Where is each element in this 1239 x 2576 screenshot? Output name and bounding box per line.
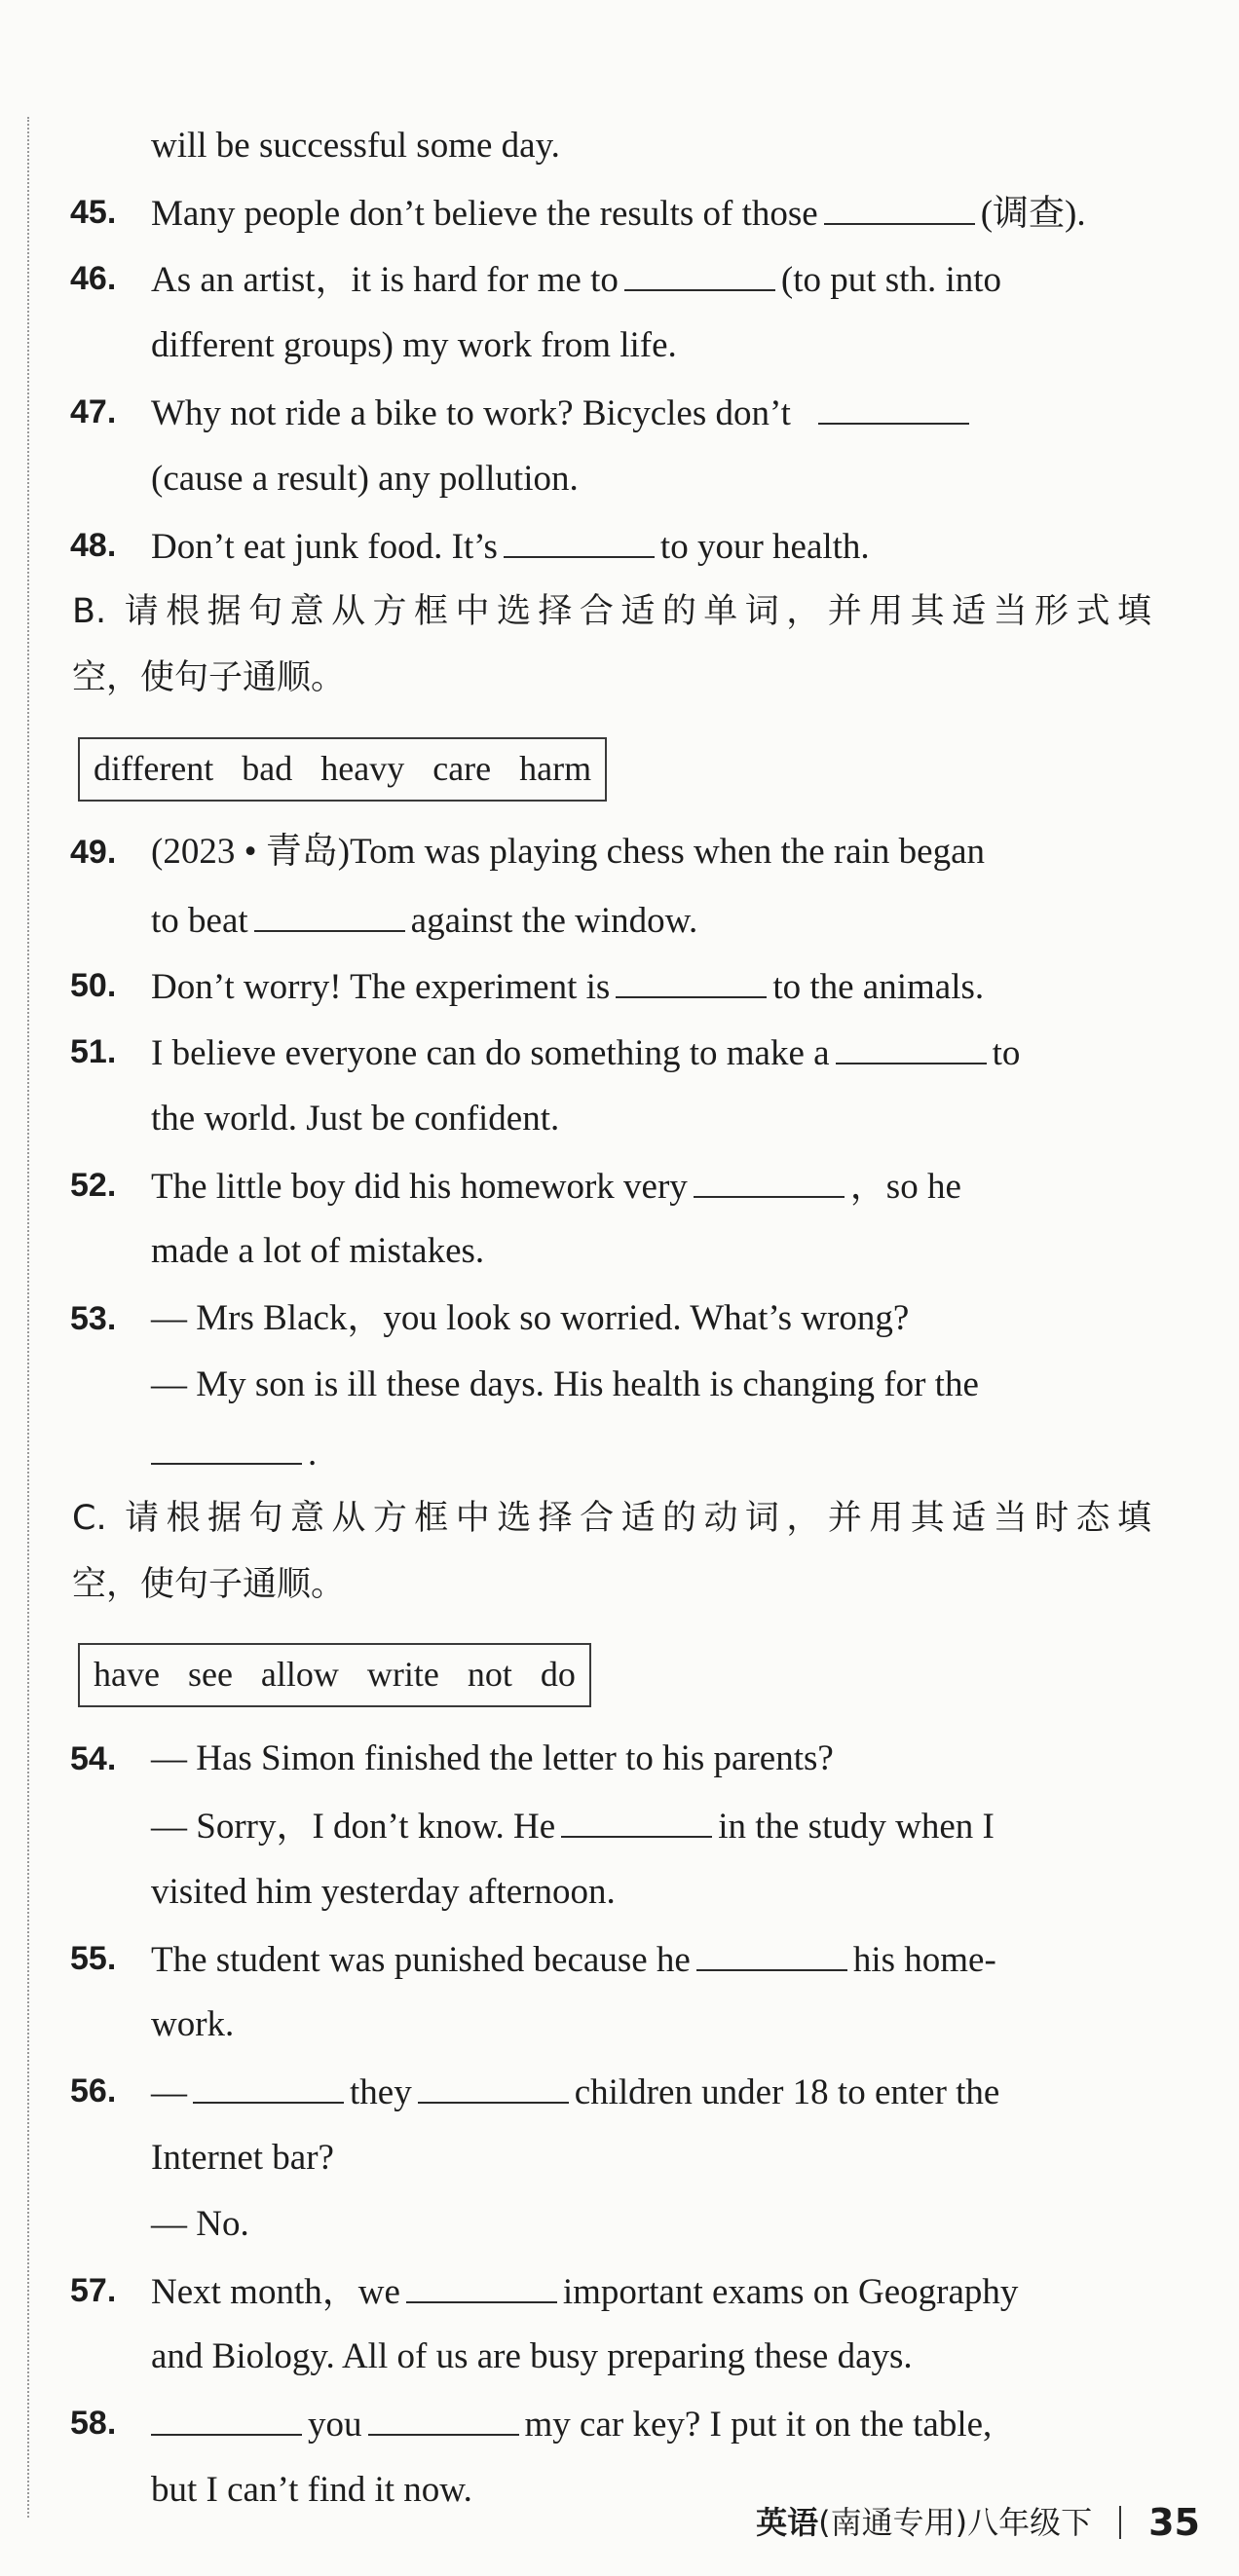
binding-margin-line [27, 117, 29, 2518]
answer-blank[interactable] [151, 1428, 302, 1465]
answer-blank[interactable] [151, 2399, 302, 2436]
answer-blank[interactable] [694, 1161, 845, 1198]
footer-divider [1119, 2506, 1121, 2539]
answer-blank[interactable] [624, 254, 775, 291]
answer-blank[interactable] [818, 388, 969, 425]
answer-blank[interactable] [254, 895, 405, 932]
answer-blank[interactable] [824, 188, 975, 225]
section-c-word-box: have see allow write not do [78, 1643, 591, 1707]
answer-blank[interactable] [193, 2067, 344, 2104]
answer-blank[interactable] [561, 1801, 712, 1838]
footer-book-detail: (南通专用)八年级下 [818, 2504, 1093, 2541]
answer-blank[interactable] [616, 961, 767, 998]
footer-subject: 英语 [756, 2504, 819, 2541]
answer-blank[interactable] [696, 1934, 847, 1971]
answer-blank[interactable] [836, 1027, 987, 1064]
section-b-word-box: different bad heavy care harm [78, 737, 607, 802]
answer-blank[interactable] [504, 521, 655, 558]
page-number: 35 [1148, 2501, 1200, 2544]
answer-blank[interactable] [406, 2266, 557, 2303]
answer-blank[interactable] [368, 2399, 519, 2436]
page-footer [756, 2498, 1200, 2547]
answer-blank[interactable] [418, 2067, 569, 2104]
